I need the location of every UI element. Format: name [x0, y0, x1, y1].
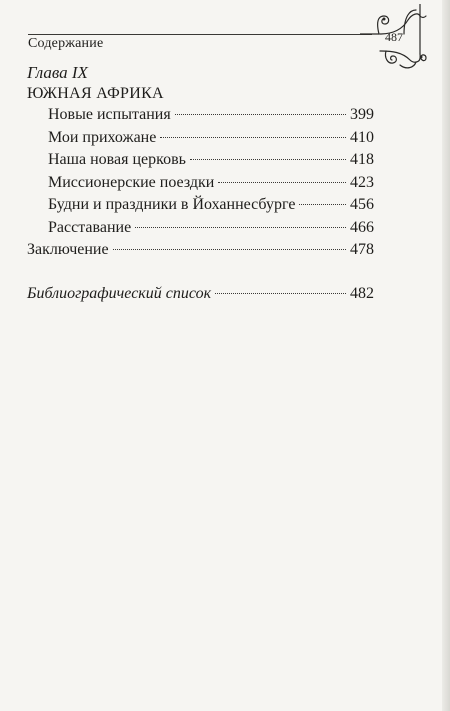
toc-entry-conclusion: [27, 239, 374, 262]
toc-entry-title: Будни и праздники в Йоханнесбурге: [48, 196, 296, 213]
dot-leader: [175, 113, 346, 115]
toc-entry-page: 482: [350, 284, 374, 302]
dot-leader: [190, 158, 346, 160]
dot-leader: [218, 181, 346, 183]
table-of-contents: [27, 62, 374, 305]
chapter-sections: [27, 104, 374, 305]
toc-entry-title: Мои прихожане: [48, 128, 157, 146]
toc-entry-title: Миссионерские поездки: [48, 173, 215, 191]
toc-entry-page: 466: [350, 218, 374, 236]
toc-entry: [27, 194, 374, 217]
toc-entry: [27, 217, 374, 240]
toc-entry-page: 399: [350, 106, 374, 123]
dot-leader: [160, 136, 346, 138]
toc-entry: [27, 127, 374, 150]
dot-leader: [135, 226, 346, 228]
toc-entry-bibliography: [27, 283, 374, 306]
toc-entry-page: 478: [350, 241, 374, 258]
toc-entry-title: Библиографический список: [27, 284, 212, 302]
toc-entry-page: 418: [350, 151, 374, 168]
dot-leader: [299, 203, 346, 205]
chapter-title: ЮЖНАЯ АФРИКА: [27, 85, 164, 102]
header-rule: [28, 34, 372, 35]
dot-leader: [113, 248, 346, 250]
chapter-label: Глава IX: [27, 63, 88, 82]
toc-entry: [27, 172, 374, 195]
toc-entry: [27, 104, 374, 127]
toc-entry-title: Заключение: [27, 241, 109, 258]
toc-entry-title: Наша новая церковь: [48, 151, 186, 168]
running-head: Содержание: [28, 36, 104, 51]
dot-leader: [215, 292, 346, 294]
page-edge: [442, 0, 450, 711]
page-number: 487: [385, 30, 403, 44]
toc-entry-page: 423: [350, 173, 374, 191]
toc-entry-title: Расставание: [48, 218, 132, 236]
toc-entry-title: Новые испытания: [48, 106, 171, 123]
toc-entry-page: 456: [350, 196, 374, 213]
toc-entry-page: 410: [350, 128, 374, 146]
toc-entry: [27, 149, 374, 172]
